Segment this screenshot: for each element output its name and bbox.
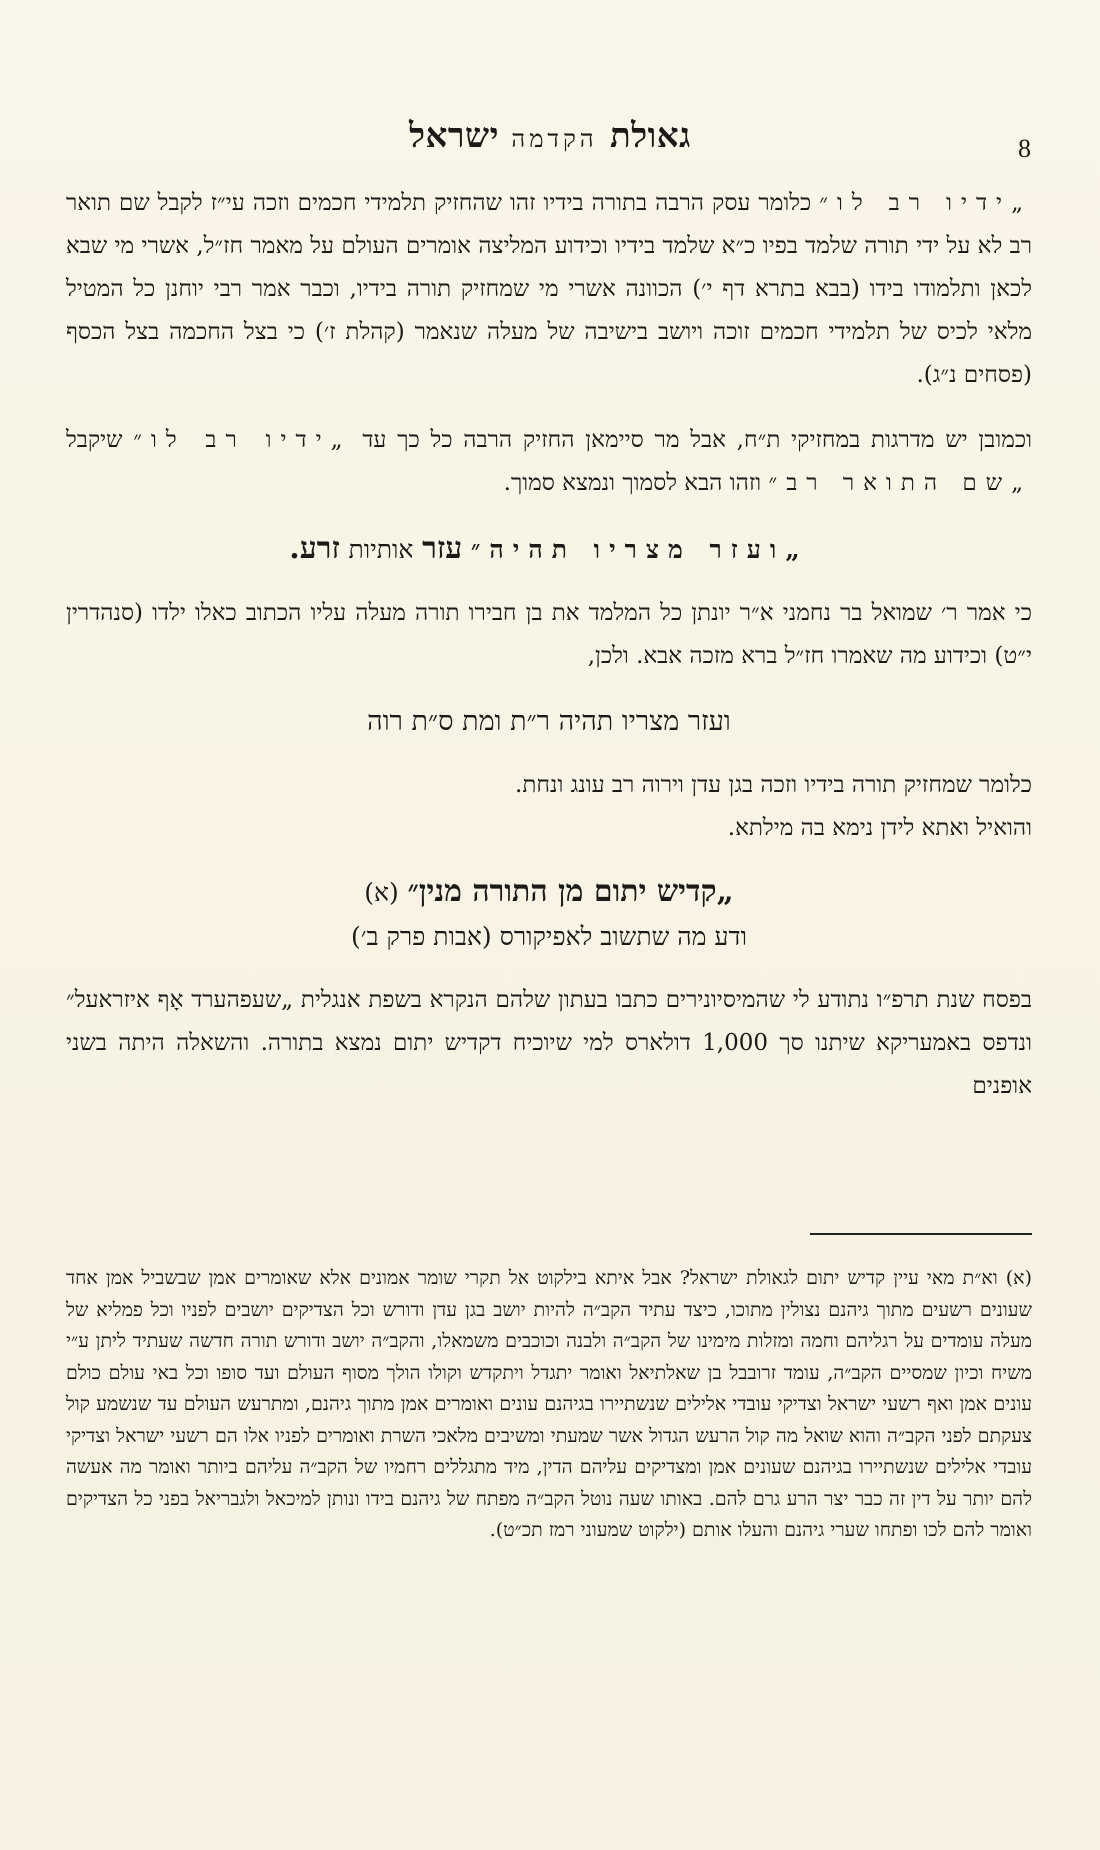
running-title-word-2: הקדמה [511, 125, 598, 153]
quote-yadav-rav-lo-2: „ידיו רב לו״ [133, 427, 352, 453]
heading-1-end: זרע. [289, 531, 340, 566]
heading-1-rest: אותיות [348, 535, 414, 564]
heading-3-subtitle: ודע מה שתשוב לאפיקורס (אבות פרק ב׳) [351, 922, 747, 951]
section-subheading-3 [66, 915, 1032, 959]
section-heading-1 [66, 527, 1032, 572]
paragraph-2-text-b: שיקבל [66, 427, 123, 453]
paragraph-2 [66, 419, 1032, 505]
section-heading-2 [66, 700, 1032, 744]
page-number: 8 [1018, 134, 1031, 163]
section-heading-3 [66, 870, 1032, 915]
quote-shem-hatoar-rav: „שם התואר רב״ [768, 470, 1032, 496]
heading-1-emphasis: עזר [422, 531, 463, 566]
running-title [60, 116, 1040, 156]
indented-line-2: והואיל ואתא לידן נימא בה מילתא. [727, 815, 1032, 841]
running-title-word-1: גאולת [609, 116, 691, 156]
main-text [66, 182, 1032, 1130]
footnote-rule [810, 1233, 1032, 1235]
paragraph-4: בפסח שנת תרפ״ו נתודע לי שהמיסיונירים כתבו בעתון שלהם הנקרא בשפת אנגלית „שעפהערד אָף איזראעל״ ונדפס באמעריקא שיתנו סך 1,000 דולארס למי שיוכיח דקדיש יתום נמצא בתורה. והשאלה היתה בשני אופנים [66, 987, 1032, 1099]
indented-block [126, 764, 1032, 850]
heading-1-quote: „ועזר מצריו תהיה״ [470, 535, 809, 564]
paragraph-1 [66, 182, 1032, 397]
indented-line-1: כלומר שמחזיק תורה בידיו וזכה בגן עדן וירוה רב עונג ונחת. [515, 772, 1032, 798]
page-header [60, 116, 1040, 176]
footnote-text: (א) וא״ת מאי עיין קדיש יתום לגאולת ישראל? אבל איתא בילקוט אל תקרי שומר אמונים אלא שאומרים אמן שבשביל אמן אחד שעונים רשעים מתוך גיהנם נצולין מתוכו, כיצד עתיד הקב״ה להיות יושב בגן עדן ודורש וכל הצדיקים יושבים לפניו וכל פמליא של מעלה עומדים על רגליהם וחמה ומזלות מימינו של הקב״ה ולבנה וכוכבים משמאלו, והקב״ה יושב ודורש תורה חדשה שעתיד ליתן ע״י משיח וכיון שמסיים הקב״ה, עומד זרובבל בן שאלתיאל ואומר יתגדל ויתקדש וקולו הולך מסוף העולם ועד סופו וכל באי עולם כולם עונים אמן ואף רשעי ישראל וצדיקי עובדי אלילים שנשתיירו בגיהנם עונים ואומרים אמן מתוך גיהנם, ומתרעש העולם עד שנשמע קול צעקתם לפני הקב״ה והוא שואל מה קול הרעש הגדול אשר שמעתי ומשיבים מלאכי השרת ואומרים לפניו אלו הם רשעי ישראל וצדיקי עובדי אלילים שנשתיירו בגיהנם שעונים אמן ומצדיקים עליהם הדין, מיד מתגללים רחמיו של הקב״ה עליהם ביותר ואומר מה אעשה להם יותר על דין זה כבר יצר הרע גרם להם. באותו שעה נוטל הקב״ה מפתח של גיהנם בידו ונותן למיכאל ולגבריאל בפני כל הצדיקים ואומר להם לכו ופתחו שערי גיהנם והעלו אותם (ילקוט שמעוני רמז תכ״ט). [66, 1267, 1032, 1541]
footnote [66, 1263, 1032, 1547]
heading-2-text: ועזר מצריו תהיה ר״ת ומת ס״ת רוה [367, 706, 731, 737]
paragraph-3: כי אמר ר׳ שמואל בר נחמני א״ר יונתן כל המלמד את בן חבירו תורה מעלה עליו הכתוב כאלו ילדו (סנהדרין י״ט) וכידוע מה שאמרו חז״ל ברא מזכה אבא. ולכן, [66, 600, 1032, 669]
footnote-ref: (א) [364, 878, 399, 907]
heading-3-text: „קדיש יתום מן התורה מנין״ [407, 874, 734, 909]
paragraph-2-text-c: וזהו הבא לסמוך ונמצא סמוך. [503, 470, 762, 496]
paragraph-1-text: כלומר עסק הרבה בתורה בידיו זהו שהחזיק תלמידי חכמים וזכה עי״ז לקבל שם תואר רב לא על ידי תורה שלמד בפיו כ״א שלמד בידיו וכידוע המליצה אומרים העולם על מאמר חז״ל, אשרי מי שבא לכאן ותלמודו בידו (בבא בתרא דף י׳) הכוונה אשרי מי שמחזיק תורה בידיו, וכבר אמר רבי יוחנן כל המטיל מלאי לכיס של תלמידי חכמים זוכה ויושב בישיבה של מעלה שנאמר (קהלת ז׳) כי בצל החכמה בצל הכסף (פסחים נ״ג). [66, 190, 1032, 388]
paragraph-2-text-a: וכמובן יש מדרגות במחזיקי ת״ח, אבל מר סיימאן החזיק הרבה כל כך עד [362, 427, 1033, 453]
quote-yadav-rav-lo: „ידיו רב לו״ [819, 190, 1033, 216]
running-title-word-3: ישראל [409, 116, 500, 156]
